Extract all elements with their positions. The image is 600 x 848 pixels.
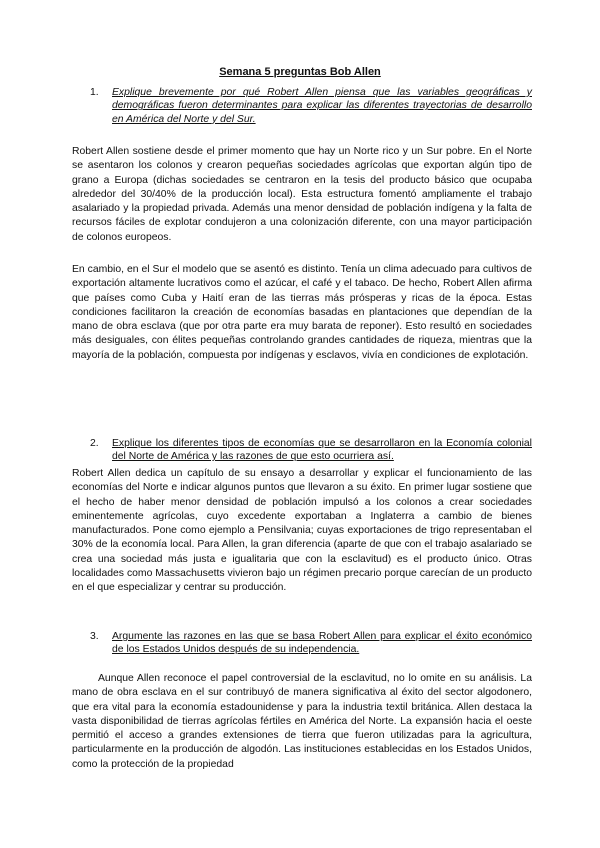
answer-1-paragraph-2: En cambio, en el Sur el modelo que se asentó es distinto. Tenía un clima adecuado para cultivos de exportación altamente lucrativos como el azúcar, el café y el tabaco. De hecho, Robert Allen afirma que países como Cuba y Haití eran de las tierras más prósperas y ricas de la época. Estas condiciones facilitaron la creación de economías basadas en plantaciones que dependían de la mano de obra esclava (que por otra parte era muy barata de reponer). Esto resultó en sociedades más desiguales, con élites pequeñas controlando grandes cantidades de riqueza, mientras que la mayoría de la población, compuesta por indígenas y esclavos, vivía en condiciones de explotación. <box>72 264 532 361</box>
answer-3-paragraph-1: Aunque Allen reconoce el papel controversial de la esclavitud, no lo omite en su análisis. La mano de obra esclava en el sur contribuyó de manera significativa al éxito del sector algodonero, que era vital para la economía estadounidense y para la industria textil británica. Allen destaca la vasta disponibilidad de tierras agrícolas fértiles en América del Norte. La expansión hacia el oeste permitió el acceso a grandes extensiones de tierra que fueron utilizadas para la agricultura, particularmente en la producción de algodón. Las instituciones establecidas en los Estados Unidos, como la protección de la propiedad <box>72 673 532 770</box>
question-text: Argumente las razones en las que se basa Robert Allen para explicar el éxito económico de los Estados Unidos después de su independencia. <box>112 631 532 656</box>
question-1 <box>90 86 532 126</box>
question-number: 1. <box>90 87 99 98</box>
answer-1-paragraph-1: Robert Allen sostiene desde el primer momento que hay un Norte rico y un Sur pobre. En el Norte se asentaron los colonos y crearon pequeñas sociedades agrícolas que exportan algún tipo de grano a Europa (dichas sociedades se centraron en la tesis del producto básico que ocupaba alrededor del 30/40% de la producción local). Esta estructura fomentó ampliamente el trabajo asalariado y la propiedad privada. Además una menor densidad de población indígena y la falta de recursos fáciles de explotar condujeron a una colonización diferente, con una mayor participación de colonos europeos. <box>72 146 532 243</box>
question-number: 2. <box>90 438 99 449</box>
question-text: Explique brevemente por qué Robert Allen piensa que las variables geográficas y demográficas fueron determinantes para explicar las diferentes trayectorias de desarrollo en América del Norte y del Sur. <box>112 87 532 125</box>
answer-2-paragraph-1: Robert Allen dedica un capítulo de su ensayo a desarrollar y explicar el funcionamiento de las economías del Norte e indicar algunos puntos que llevaron a su éxito. En primer lugar sostiene que el hecho de haber menor densidad de población impulsó a los colonos a crear sociedades eminentemente agrícolas, cuyo excedente exportaban a Inglaterra a cambio de bienes manufacturados. Pone como ejemplo a Pensilvania; cuyas exportaciones de trigo representaban el 30% de la economía local. Para Allen, la gran diferencia (aparte de que con el trabajo asalariado se crea una sociedad más justa e igualitaria que con la esclavitud) es el producto único. Otras localidades como Massachusetts vivieron bajo un régimen precario porque carecían de un producto en el que especializar y centrar su producción. <box>72 468 532 594</box>
question-number: 3. <box>90 631 99 642</box>
question-3 <box>90 630 532 657</box>
question-text: Explique los diferentes tipos de economías que se desarrollaron en la Economía colonial del Norte de América y las razones de que esto ocurriera así. <box>112 438 532 463</box>
question-2 <box>90 437 532 464</box>
document-title: Semana 5 preguntas Bob Allen <box>219 66 381 78</box>
